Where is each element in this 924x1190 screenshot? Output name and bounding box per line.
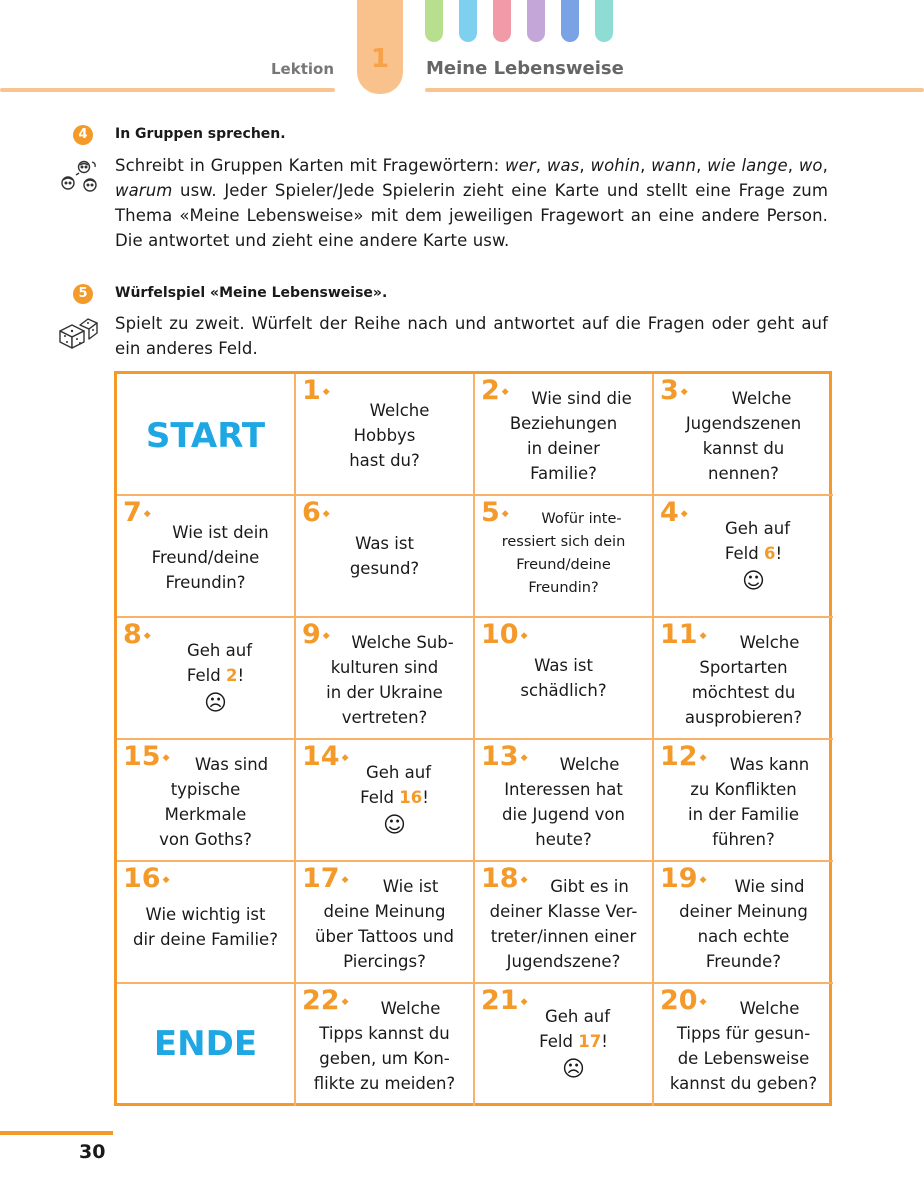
- cell-question: Welche Tipps kannst du geben, um Kon- flikte zu meiden?: [313, 999, 456, 1093]
- board-cell-17: [296, 862, 475, 984]
- board-cell-15: [117, 740, 296, 862]
- ende-cell: [117, 984, 296, 1106]
- cell-question: Was sind typische Merkmale von Goths?: [159, 755, 269, 849]
- color-tab-3: [493, 0, 511, 42]
- word-wo: wo: [798, 156, 823, 175]
- board-cell-3: [654, 374, 833, 496]
- cell-number: 17 ◆: [302, 863, 349, 894]
- board-cell-2: [475, 374, 654, 496]
- smile-icon: ☺: [383, 813, 406, 838]
- cell-number: 1 ◆: [302, 375, 330, 406]
- cell-question: Gibt es in deiner Klasse Ver- treter/innen einer Jugendszene?: [489, 877, 638, 971]
- cell-question: Wie sind deiner Meinung nach echte Freunde?: [679, 877, 808, 971]
- cell-question: Welche Tipps für gesun- de Lebensweise kannst du geben?: [669, 999, 818, 1093]
- cell-question: Wofür inte- ressiert sich dein Freund/deine Freundin?: [501, 511, 626, 596]
- cell-question: Welche Jugendszenen kannst du nennen?: [685, 389, 802, 483]
- cell-question: Welche Sportarten möchtest du ausprobieren?: [684, 633, 803, 727]
- smile-icon: ☺: [742, 569, 765, 594]
- game-board: [114, 371, 832, 1106]
- word-wohin: wohin: [590, 156, 641, 175]
- cell-number: 15 ◆: [123, 741, 170, 772]
- task-4-title: In Gruppen sprechen.: [115, 126, 286, 142]
- cell-question: Wie wichtig ist dir deine Familie?: [133, 905, 278, 949]
- word-was: was: [546, 156, 580, 175]
- cell-question: Was ist gesund?: [349, 534, 420, 578]
- cell-number: 14 ◆: [302, 741, 349, 772]
- lektion-label: Lektion: [271, 60, 335, 78]
- cell-number: 18 ◆: [481, 863, 528, 894]
- board-cell-4: [654, 496, 833, 618]
- cell-number: 5 ◆: [481, 497, 509, 528]
- lektion-number: 1: [370, 44, 390, 74]
- chapter-title: Meine Lebensweise: [426, 58, 624, 79]
- start-label: START: [145, 416, 266, 456]
- cell-goto: Geh auf Feld 6! ☺: [658, 516, 829, 598]
- cell-number: 10 ◆: [481, 619, 528, 650]
- cell-goto: Geh auf Feld 16! ☺: [300, 760, 469, 842]
- board-cell-12: [654, 740, 833, 862]
- board-cell-22: [296, 984, 475, 1106]
- task-4-text: Schreibt in Gruppen Karten mit Fragewörtern: wer, was, wohin, wann, wie lange, wo, warum usw. Jeder Spieler/Jede Spielerin zieht eine Karte und stellt eine Frage zum Thema «Meine Lebensweise» mit dem jeweiligen Fragewort an eine andere Person. Die antwortet und zieht eine andere Karte usw.: [115, 156, 828, 250]
- board-cell-8: [117, 618, 296, 740]
- cell-number: 7 ◆: [123, 497, 151, 528]
- cell-number: 8 ◆: [123, 619, 151, 650]
- board-cell-14: [296, 740, 475, 862]
- task-5-title: Würfelspiel «Meine Lebensweise».: [115, 285, 388, 301]
- word-wer: wer: [505, 156, 536, 175]
- cell-goto: Geh auf Feld 17! ☹: [479, 1004, 648, 1086]
- cell-number: 19 ◆: [660, 863, 707, 894]
- cell-question: Welche Sub- kulturen sind in der Ukraine vertreten?: [326, 633, 454, 727]
- word-wann: wann: [651, 156, 697, 175]
- cell-number: 22 ◆: [302, 985, 349, 1016]
- ende-label: ENDE: [153, 1024, 258, 1064]
- board-cell-11: [654, 618, 833, 740]
- board-cell-6: [296, 496, 475, 618]
- cell-number: 4 ◆: [660, 497, 688, 528]
- cell-number: 21 ◆: [481, 985, 528, 1016]
- cell-number: 2 ◆: [481, 375, 509, 406]
- board-cell-19: [654, 862, 833, 984]
- cell-number: 16 ◆: [123, 863, 170, 894]
- color-tab-1: [425, 0, 443, 42]
- header-rule-right: [425, 88, 924, 92]
- page-number: 30: [79, 1141, 106, 1163]
- cell-question: Wie sind die Beziehungen in deiner Familie?: [509, 389, 632, 483]
- board-cell-1: [296, 374, 475, 496]
- cell-question: Welche Hobbys hast du?: [349, 401, 430, 470]
- cell-question: Was kann zu Konflikten in der Familie führen?: [687, 755, 810, 849]
- board-cell-7: [117, 496, 296, 618]
- dice-icon: [56, 315, 100, 351]
- start-cell: [117, 374, 296, 496]
- header-rule-left: [0, 88, 335, 92]
- board-cell-9: [296, 618, 475, 740]
- color-tab-4: [527, 0, 545, 42]
- board-cell-18: [475, 862, 654, 984]
- cell-number: 9 ◆: [302, 619, 330, 650]
- cell-number: 13 ◆: [481, 741, 528, 772]
- board-cell-13: [475, 740, 654, 862]
- board-cell-16: [117, 862, 296, 984]
- board-cell-5: [475, 496, 654, 618]
- word-wie-lange: wie lange: [707, 156, 788, 175]
- cell-number: 12 ◆: [660, 741, 707, 772]
- frown-icon: ☹: [204, 691, 227, 716]
- task-5-number: 5: [73, 284, 93, 304]
- task-4-number: 4: [73, 125, 93, 145]
- cell-question: Wie ist dein Freund/deine Freundin?: [151, 523, 269, 592]
- group-talk-icon: [58, 158, 102, 194]
- cell-number: 6 ◆: [302, 497, 330, 528]
- cell-question: Welche Interessen hat die Jugend von heute?: [502, 755, 625, 849]
- cell-goto: Geh auf Feld 2! ☹: [121, 638, 290, 720]
- cell-number: 3 ◆: [660, 375, 688, 406]
- cell-number: 11 ◆: [660, 619, 707, 650]
- task-5-text: Spielt zu zweit. Würfelt der Reihe nach und antwortet auf die Fragen oder geht auf ein anderes Feld.: [115, 314, 828, 358]
- board-cell-10: [475, 618, 654, 740]
- cell-number: 20 ◆: [660, 985, 707, 1016]
- frown-icon: ☹: [562, 1057, 585, 1082]
- cell-question: Was ist schädlich?: [520, 656, 607, 700]
- board-cell-21: [475, 984, 654, 1106]
- color-tab-6: [595, 0, 613, 42]
- cell-question: Wie ist deine Meinung über Tattoos und Piercings?: [315, 877, 454, 971]
- footer-rule: [0, 1131, 113, 1135]
- board-cell-20: [654, 984, 833, 1106]
- color-tab-2: [459, 0, 477, 42]
- word-warum: warum: [115, 181, 173, 200]
- color-tab-5: [561, 0, 579, 42]
